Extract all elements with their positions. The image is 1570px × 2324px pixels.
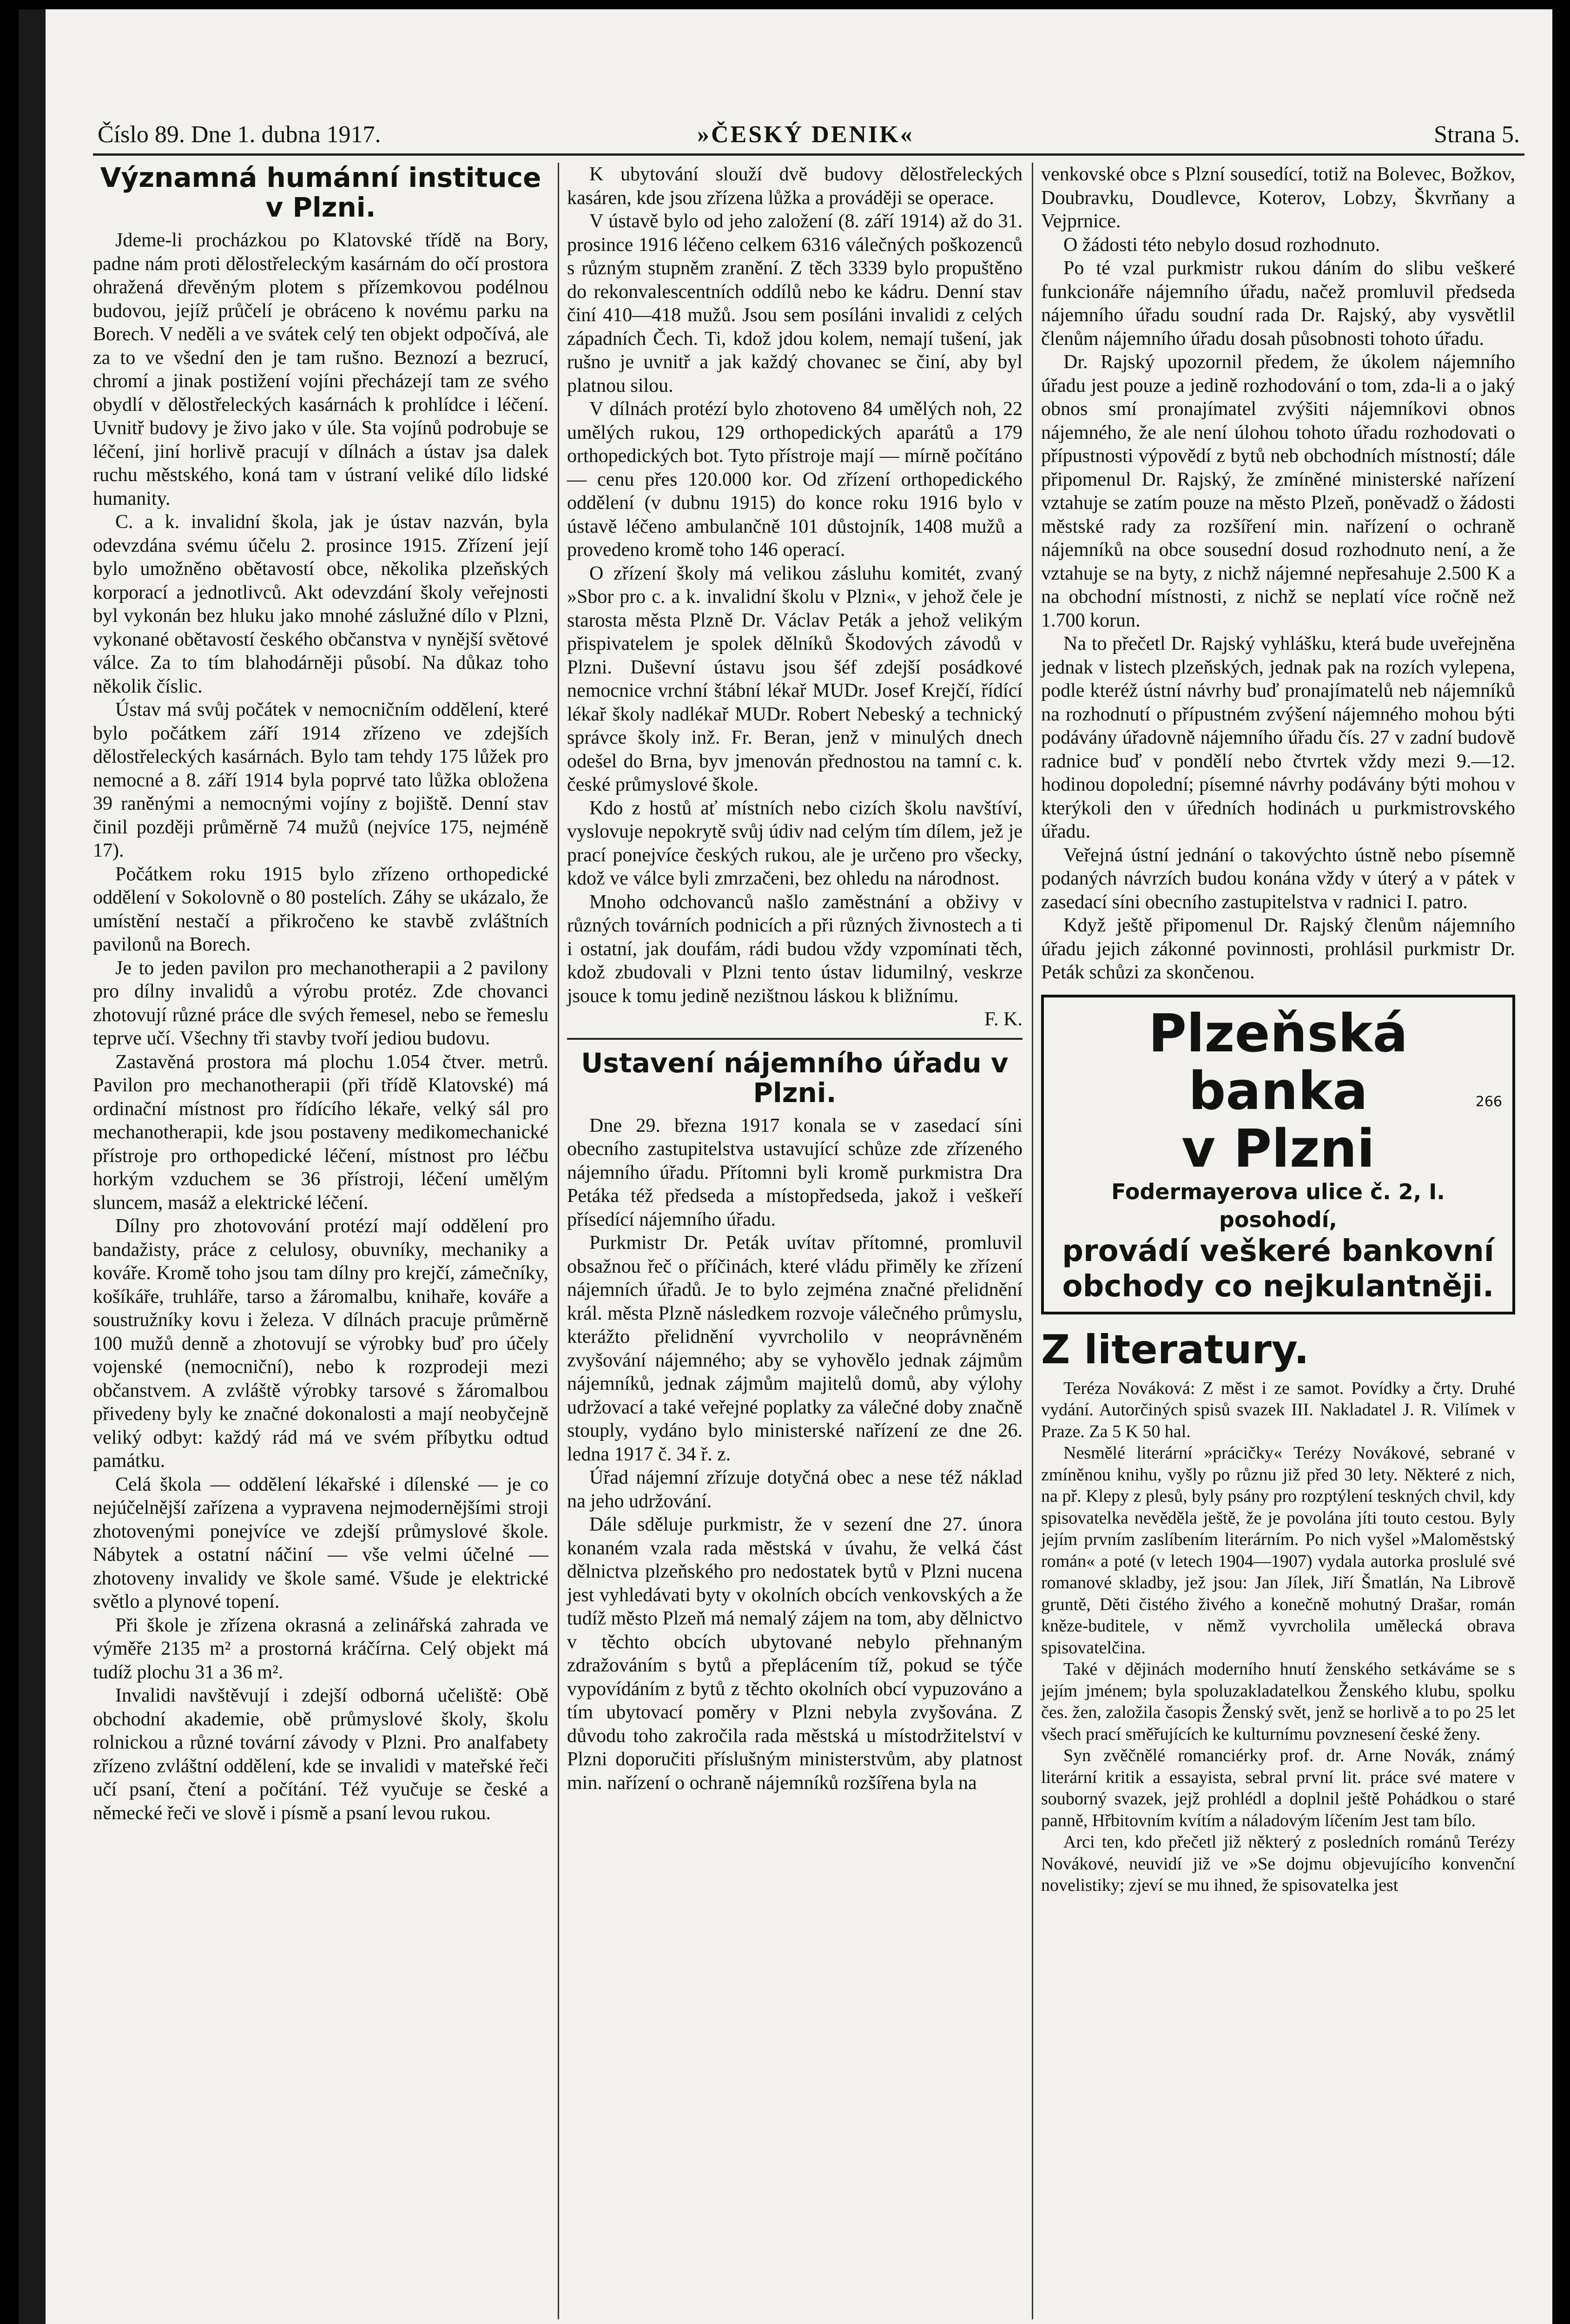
column-1	[93, 163, 548, 1825]
paragraph: Dne 29. března 1917 konala se v zasedací síni obecního zastupitelstva ustavující schůze zde zřízeného nájemního úřadu. Přítomni byli kromě purkmistra Dra Petáka též předseda a místopředseda, jakož i veškeří přísedící nájemního úřadu.	[567, 1115, 1022, 1230]
paragraph: V ústavě bylo od jeho založení (8. září 1914) až do 31. prosince 1916 léčeno celkem 6316 válečných poškozenců s různým stupněm zranění. Z těch 3339 bylo propuštěno do rekonvalescentních oddílů nebo ke kádru. Denní stav činí 410—418 mužů. Jsou sem posíláni invalidi z celých západních Čech. Ti, kdož jdou kolem, nemají tušení, jak rušno je uvnitř a jak každý chovanec se činí, aby byl platnou silou.	[567, 211, 1022, 396]
article-body	[93, 229, 548, 1825]
paragraph: C. a k. invalidní škola, jak je ústav nazván, byla odevzdána svému účelu 2. prosince 1915. Zřízení její bylo umožněno obětavostí obce, několika plzeňských korporací a jednotlivců. Akt odevzdání školy veřejnosti byl vykonán bez hluku jako mnohé záslužné dílo v Plzni, vykonané obětavostí českého občanstva v nynější světové válce. Za to tím blahodárněji působí. Na důkaz toho několik číslic.	[93, 511, 548, 697]
ad-address: Fodermayerova ulice č. 2, I. posohodí,	[1111, 1179, 1445, 1232]
author-signature: F. K.	[984, 1009, 1022, 1030]
bank-advertisement	[1041, 995, 1515, 1314]
newspaper-page	[19, 9, 1552, 2324]
page-edge-shadow	[19, 9, 46, 2324]
paragraph: Arci ten, kdo přečetl již některý z posledních románů Terézy Novákové, neuvidí již ve »Se dojmu objevujícího konvenční novelistiky; zjeví se mu ihned, že spisovatelka jest	[1041, 1832, 1515, 1895]
literature-body	[1041, 1378, 1515, 1896]
article-body	[567, 1114, 1022, 1795]
column-3	[1041, 163, 1515, 1896]
paragraph: Syn zvěčnělé romanciérky prof. dr. Arne Novák, známý literární kritik a essayista, sebral první lit. práce své matere v souborný svazek, jejž prohlédl a doplnil ještě Pohádkou o staré panně, Hřbitovním kvítím a náladovým líčením Jest tam bílo.	[1041, 1746, 1515, 1830]
paragraph: Zastavěná prostora má plochu 1.054 čtver. metrů. Pavilon pro mechanotherapii (při třídě Klatovské) má ordinační místnost pro řídícího lékaře, velký sál pro mechanotherapii, kde jsou postaveny medikomechanické přístroje pro orthopedické léčení, místnost pro léčbu horkým vzduchem se 36 přístroji, léčení umělým sluncem, masáž a elektrické léčení.	[93, 1051, 548, 1214]
paragraph: K ubytování slouží dvě budovy dělostřeleckých kasáren, kde jsou zřízena lůžka a prováději se operace.	[567, 164, 1022, 209]
article-title: Významná humánní instituce v Plzni.	[100, 162, 541, 223]
paragraph: Veřejná ústní jednání o takovýchto ústně nebo písemně podaných návrzích budou konána vždy v úterý a v pátek v zasedací síni obecního zastupitelstva v radnici I. patro.	[1041, 844, 1515, 913]
ad-bank-city: v Plzni	[1181, 1118, 1375, 1179]
article-title: Ustavení nájemního úřadu v Plzni.	[581, 1047, 1009, 1109]
paragraph: Po té vzal purkmistr rukou dáním do slibu veškeré funkcionáře nájemního úřadu, načež promluvil předseda nájemního úřadu soudní rada Dr. Rajský, aby vysvětlil členům nájemního úřadu dosah působnosti tohoto úřadu.	[1041, 257, 1515, 350]
paragraph: Dále sděluje purkmistr, že v sezení dne 27. února konaném vzala rada městská v úvahu, že velká část dělnictva plzeňského pro nedostatek bytů v Plzni nucena jest vyhledávati byty v okolních obcích venkovských a že tudíž město Plzeň má nemalý zájem na tom, aby dělnictvo v těchto obcích ubytované nebylo přehnaným zdražováním s bytů a přeplácením tíž, pokud se týče vypovídáním z bytů z těchto okolních obcí vypuzováno a tím ubytovací poměry v Plzni nebyla zvyšována. Z důvodu toho zakročila rada městská u místodržitelství v Plzni doporučiti příslušným ministerstvům, aby platnost min. nařízení o ochraně nájemníků rozšířena byla na	[567, 1514, 1022, 1794]
ad-bank-name: Plzeňská banka	[1148, 1003, 1408, 1122]
paragraph: Invalidi navštěvují i zdejší odborná učeliště: Obě obchodní akademie, obě průmyslové školy, školu rolnickou a různé tovární závody v Plzni. Pro analfabety zřízeno zvláštní oddělení, kde se invalidi v mateřské řeči učí psaní, čtení a počítání. Též vyučuje se české a německé řeči ve slově i písmě a psaní levou rukou.	[93, 1685, 548, 1824]
header-rule	[93, 153, 1524, 156]
paragraph: Purkmistr Dr. Peták uvítav přítomné, promluvil obsažnou řeč o příčinách, které vládu přiměly ke zřízení nájemních úřadů. Je to bylo zejména značné přelidnění král. města Plzně následkem rozvoje válečného průmyslu, kterážto přelidnění vyvrcholilo v neoprávněném zvyšování nájemného; aby se vyhovělo jednak zájmům nájemníků, jednak zájmům majitelů domů, aby výlohy udržovací a také veřejné poplatky za válečné doby značně stouply, vydáno bylo ministerské nařízení ze dne 26. ledna 1917 č. 34 ř. z.	[567, 1232, 1022, 1465]
paragraph: Nesmělé literární »prácičky« Terézy Novákové, sebrané v zmíněnou knihu, vyšly po různu již před 30 lety. Některé z nich, na př. Klepy z plesů, byly psány pro rozptýlení teskných chvil, kdy spisovatelka nevěděla ještě, že je povolána jíti touto cestou. Byly jejím prvním zaslíbením literárním. Po nich vyšel »Maloměstský román« a poté (v letech 1904—1907) vydala autorka proslulé své romanové skladby, jež jsou: Jan Jílek, Jiří Šmatlán, Na Librově gruntě, Děti čistého živého a konečně mohutný Drašar, román kněze-buditele, v němž vyvrcholila umělecká obrava spisovatelčina.	[1041, 1443, 1515, 1657]
paragraph: Teréza Nováková: Z měst i ze samot. Povídky a črty. Druhé vydání. Autorčiných spisů svazek III. Nakladatel J. R. Vilímek v Praze. Za 5 K 50 hal.	[1041, 1378, 1515, 1441]
ad-slogan-2: obchody co nejkulantněji.	[1062, 1269, 1494, 1304]
section-heading: Z literatury.	[1041, 1326, 1309, 1373]
paragraph: Kdo z hostů ať místních nebo cizích školu navštíví, vyslovuje nepokrytě svůj údiv nad celým tím dílem, jež je prací ponejvíce českých rukou, ale je určeno pro všecky, kdož ve válce byli zmrzačeni, bez ohledu na národnost.	[567, 797, 1022, 889]
page-number: Strana 5.	[1434, 121, 1520, 148]
paragraph: Celá škola — oddělení lékařské i dílenské — je co nejúčelnější zařízena a vypravena nejmodernějšími stroji zhotovenými ponejvíce ve zdejší průmyslové škole. Nábytek a ostatní náčiní — vše velmi účelné — zhotoveny invalidy ve škole samé. Všude je elektrické světlo a plynové topení.	[93, 1473, 548, 1612]
paragraph: Na to přečetl Dr. Rajský vyhlášku, která bude uveřejněna jednak v listech plzeňských, jednak pak na rozích vylepena, podle kteréž ústní návrhy buď pronajímatelů neb nájemníků na rozhodnutí o přípustném zvýšení nájemného mohou býti podávány úřadovně nájemního úřadu čís. 27 v zadní budově radnice buď v pondělí nebo čtvrtek vždy mezi 9.—12. hodinou dopolední; písemné návrhy podávány býti mohou v kterýkoli den v úředních hodinách u purkmistrovského úřadu.	[1041, 633, 1515, 842]
paragraph: Ústav má svůj počátek v nemocničním oddělení, které bylo počátkem září 1914 zřízeno ve zdejších dělostřeleckých kasárnách. Bylo tam tehdy 175 lůžek pro nemocné a 8. září 1914 byla poprvé tato lůžka obložena 39 raněnými a nemocnými vojíny z bojiště. Denní stav činil později průměrně 74 mužů (nejvíce 175, nejméně 17).	[93, 699, 548, 861]
paragraph: Při škole je zřízena okrasná a zelinářská zahrada ve výměře 2135 m² a prostorná kráčírna. Celý objekt má tudíž plochu 31 a 36 m².	[93, 1614, 548, 1683]
article-continuation	[1041, 163, 1515, 984]
paragraph: Když ještě připomenul Dr. Rajský členům nájemního úřadu jejich zákonné povinnosti, prohlásil purkmistr Dr. Peták schůzi za skončenou.	[1041, 915, 1515, 983]
paragraph: O žádosti této nebylo dosud rozhodnuto.	[1063, 234, 1380, 256]
paragraph: Také v dějinách moderního hnutí ženského setkáváme se s jejím jménem; byla spoluzakladatelkou Ženského klubu, spolku čes. žen, založila časopis Ženský svět, jenž se horlivě a to po 25 let všech prací směřujících ke kulturnímu povznesení české ženy.	[1041, 1659, 1515, 1744]
paragraph: Dílny pro zhotovování protézí mají oddělení pro bandažisty, práce z celulosy, obuvníky, mechaniky a kováře. Kromě toho jsou tam dílny pro krejčí, zámečníky, košíkáře, truhláře, tarso a žáromalbu, knihaře, kováře a soustružníky kovu i železa. V dílnách pracuje průměrně 100 mužů denně a zhotovují se výrobky buď pro účely vojenské (nemocniční), nebo k rozprodeji mezi občanstvem. A zvláště výrobky tarsové s žáromalbou přivedeny byly ke značné dokonalosti a mají neobyčejně veliký odbyt: každý rád má ve svém příbytku odtud památku.	[93, 1215, 548, 1472]
masthead: »ČESKÝ DENIK«	[697, 121, 914, 148]
paragraph: venkovské obce s Plzní sousedící, totiž na Bolevec, Božkov, Doubravku, Doudlevce, Koterov, Lobzy, Škvrňany a Vejprnice.	[1041, 164, 1515, 232]
page-header	[98, 121, 1520, 149]
ad-slogan-1: provádí veškeré bankovní	[1062, 1234, 1494, 1268]
column-2	[567, 163, 1022, 1795]
article-continuation	[567, 163, 1022, 1031]
ad-number: 266	[1475, 1093, 1502, 1110]
paragraph: V dílnách protézí bylo zhotoveno 84 umělých noh, 22 umělých rukou, 129 orthopedických aparátů a 179 orthopedických bot. Tyto přístroje mají — mírně počítáno — cenu přes 120.000 kor. Od zřízení orthopedického oddělení (v dubnu 1915) do konce roku 1916 bylo v ústavě léčeno ambulančně 101 důstojník, 1408 mužů a provedeno kromě toho 146 operací.	[567, 398, 1022, 561]
paragraph: Počátkem roku 1915 bylo zřízeno orthopedické oddělení v Sokolovně o 80 postelích. Záhy se ukázalo, že umístění nestačí a přikročeno ke stavbě zvláštních pavilonů na Borech.	[93, 863, 548, 955]
column-divider-1	[558, 163, 559, 2319]
paragraph: Je to jeden pavilon pro mechanotherapii a 2 pavilony pro dílny invalidů a výrobu protéz. Zde chovanci zhotovují různé práce dle svých řemesel, nebo se řemeslu teprve učí. Všechny tři stavby tvoří jediou budovu.	[93, 957, 548, 1049]
paragraph: Jdeme-li procházkou po Klatovské třídě na Bory, padne nám proti dělostřeleckým kasárnám do očí prostora ohražená dřevěným plotem s přízemkovou podélnou budovou, jejíž průčelí je obráceno k novému parku na Borech. V neděli a ve svátek celý ten objekt odpočívá, ale za to ve všední den je tam rušno. Beznozí a bezrucí, chromí a jinak postižení vojíni přecházejí tam ze svého obydlí v dělostřeleckých kasárnách k prohlídce i léčení. Uvnitř budovy je živo jako v úle. Sta vojínů podrobuje se léčení, jiní horlivě pracují v dílnách a ústav jsa dalek ruchu městského, koná tam v ústraní veliké dílo lidské humanity.	[93, 230, 548, 509]
paragraph: Úřad nájemní zřízuje dotyčná obec a nese též náklad na jeho udržování.	[567, 1467, 1022, 1512]
paragraph: Mnoho odchovanců našlo zaměstnání a obživy v různých továrních podnicích a při různých živnostech a ti i ostatní, jak doufám, rádi budou vždy vzpomínati těch, kdož zbudovali v Plzni tento ústav lidumilný, veskrze jsouce k tomu jedině nezištnou láskou k bližnímu.	[567, 891, 1022, 1007]
paragraph: Dr. Rajský upozornil předem, že úkolem nájemního úřadu jest pouze a jedině rozhodování o tom, zda-li a o jaký obnos smí pronajímatel zvýšiti nájemníkovi obnos nájemného, že ale není úlohou tohoto úřadu rozhodovati o přípustnosti výpovědí z bytů neb obchodních místností; dále připomenul Dr. Rajský, že zmíněné ministerské nařízení vztahuje se zatím pouze na město Plzeň, poněvadž o žádosti městské rady za rozšíření min. nařízení o ochraně nájemníků na obce sousední dosud rozhodnuto není, a že vztahuje se na byty, z nichž nájemné nepřesahuje 2.500 K a na obchodní místnosti, z nichž se neplatí více ročně než 1.700 korun.	[1041, 351, 1515, 631]
paragraph: O zřízení školy má velikou zásluhu komitét, zvaný »Sbor pro c. a k. invalidní školu v Plzni«, v jehož čele je starosta města Plzně Dr. Václav Peták a jehož velikým přispivatelem je spolek dělníků Škodových závodů v Plzni. Duševní ústavu jsou šéf zdejší posádkové nemocnice vrchní štábní lékař MUDr. Josef Krejčí, řídící lékař školy nadlékař MUDr. Robert Nebeský a technický správce školy inž. Fr. Beran, jenž v minulých dnech odešel do Brna, byv jmenován přednostou na tamní c. k. české průmyslové škole.	[567, 562, 1022, 795]
issue-date: Číslo 89. Dne 1. dubna 1917.	[98, 121, 381, 148]
column-divider-2	[1032, 163, 1033, 2319]
section-rule	[567, 1038, 1022, 1040]
